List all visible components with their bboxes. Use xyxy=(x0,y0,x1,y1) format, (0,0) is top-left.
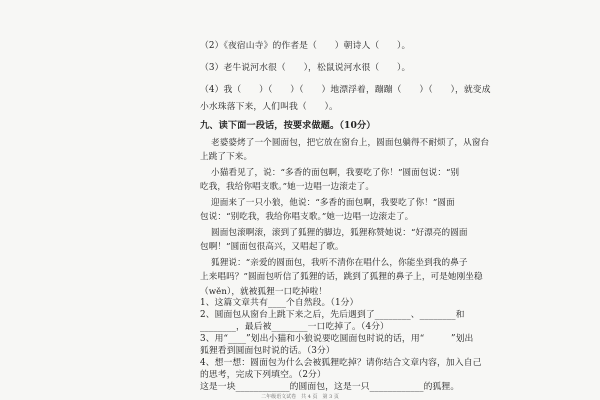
question-2-order: 2、圆面包从窗台上跳下来之后，先后遇到了________、________和 xyxy=(200,310,465,320)
page-footer: 二年级语文试卷 共 4 页 第 3 页 xyxy=(261,394,339,400)
passage-line: 圆面包滚啊滚，滚到了狐狸的脚边，狐狸称赞她说：“好漂亮的圆面 xyxy=(211,228,468,238)
passage-line: 上来唱吗？”圆面包听信了狐狸的话，跳到了狐狸的鼻子上，可是她刚坐稳 xyxy=(200,272,483,282)
passage-line: 包啊！”圆面包很高兴，又唱起了歌。 xyxy=(200,242,344,252)
section-nine-heading: 九、读下面一段话，按要求做题。（10分） xyxy=(200,120,376,131)
passage-line: 狐狸说：“亲爱的圆面包，我听不清你在唱什么，你能坐到我的鼻子 xyxy=(211,258,468,268)
question-2-order-continued: ________，最后被________一口吃掉了。（4分） xyxy=(200,322,389,332)
question-2: （2）《夜宿山寺》的作者是（ ）朝诗人（ ）。 xyxy=(200,41,411,51)
question-3-underline: 3、用“____”划出小猫和小狼说要吃圆面包时说的话，用“ ”划出 xyxy=(200,334,474,344)
question-4-fill: 这是一块____________的圆面包，这是一只____________的狐狸。 xyxy=(200,382,460,392)
passage-line: 迎面来了一只小狼，他说：“多香的面包啊，我要吃了你！”圆面 xyxy=(211,198,455,208)
question-4-think: 4、想一想：圆面包为什么会被狐狸吃掉？请你结合文章内容，加入自己 xyxy=(200,358,482,368)
passage-line: 吃我，我给你唱支歌。”她一边唱一边滚走了。 xyxy=(200,182,375,192)
passage-line: 小猫看见了，说：“多香的面包啊，我要吃了你！”圆面包说：“别 xyxy=(211,168,460,178)
passage-line: 上跳了下来。 xyxy=(200,152,253,162)
question-1-count: 1、这篇文章共有____个自然段。（1分） xyxy=(200,298,359,308)
question-4-think-continued: 的思考，完成下列填空。（2分） xyxy=(200,370,326,380)
passage-line: 老婆婆烤了一个圆面包，把它放在窗台上，圆面包躺得不耐烦了，从窗台 xyxy=(211,138,490,148)
passage-line: （wěn），就被狐狸一口吃掉啦！ xyxy=(200,287,327,297)
question-3: （3）老牛说河水很（ ），松鼠说河水很（ ）。 xyxy=(200,63,411,73)
question-4-continued: 小水珠落下来，人们叫我（ ）。 xyxy=(200,102,338,112)
question-4: （4）我（ ）（ ）（ ）地漂浮着，蹦蹦（ ）（ ），就变成 xyxy=(200,85,491,95)
passage-line: 包说：“别吃我，我给你唱支歌。”她一边唱一边滚走了。 xyxy=(200,212,414,222)
question-3-underline-continued: 狐狸看到圆面包时说的话。（3分） xyxy=(200,346,335,356)
